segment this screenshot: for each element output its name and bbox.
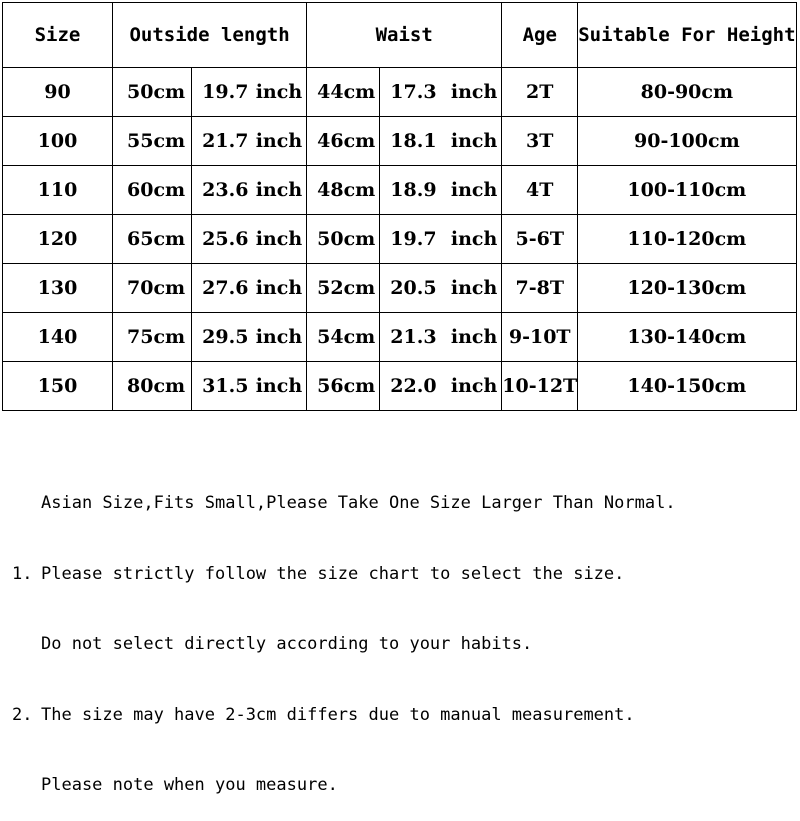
note-number: 1. [12, 563, 33, 584]
length-inch-cell [192, 215, 307, 264]
waist-inch-cell [380, 313, 502, 362]
length-cm-cell [113, 166, 192, 215]
waist-inch-cell [380, 264, 502, 313]
header-size: Size [3, 3, 113, 68]
age-value: 2T [526, 81, 554, 103]
waist-cm-value: 50 [317, 228, 344, 250]
unit-cm: cm [153, 375, 186, 397]
size-value: 120 [37, 228, 78, 250]
age-cell [502, 313, 578, 362]
age-value: 4T [526, 179, 554, 201]
unit-inch: inch [255, 277, 303, 299]
unit-inch: inch [450, 179, 498, 201]
header-height: Suitable For Height [578, 3, 796, 68]
waist-inch-value: 22.0 [390, 375, 437, 397]
length-cm-value: 70 [127, 277, 154, 299]
age-cell [502, 362, 578, 411]
age-value: 3T [526, 130, 554, 152]
age-cell [502, 68, 578, 117]
waist-inch-value: 19.7 [390, 228, 437, 250]
age-value: 10-12T [502, 375, 578, 397]
length-inch-value: 21.7 [202, 130, 249, 152]
length-inch-cell [192, 166, 307, 215]
table-row [3, 117, 797, 166]
height-value: 110-120cm [627, 228, 747, 250]
height-cell [578, 117, 796, 166]
length-cm-cell [113, 117, 192, 166]
length-inch-value: 23.6 [202, 179, 249, 201]
unit-inch: inch [450, 228, 498, 250]
age-value: 7-8T [515, 277, 564, 299]
age-value: 9-10T [508, 326, 571, 348]
unit-cm: cm [343, 228, 376, 250]
note-text-continued: Please note when you measure. [41, 775, 338, 795]
size-cell [3, 68, 113, 117]
size-cell [3, 362, 113, 411]
unit-cm: cm [343, 130, 376, 152]
unit-inch: inch [450, 326, 498, 348]
height-cell [578, 166, 796, 215]
unit-cm: cm [153, 130, 186, 152]
header-row [3, 3, 797, 68]
length-inch-value: 27.6 [202, 277, 249, 299]
note-item-2 [12, 704, 676, 728]
unit-inch: inch [450, 375, 498, 397]
length-cm-cell [113, 362, 192, 411]
length-inch-cell [192, 68, 307, 117]
waist-cm-value: 44 [317, 81, 344, 103]
note-item-1 [12, 563, 676, 587]
size-value: 150 [37, 375, 78, 397]
unit-cm: cm [153, 326, 186, 348]
height-value: 80-90cm [640, 81, 734, 103]
waist-cm-value: 56 [317, 375, 344, 397]
note-text: Please strictly follow the size chart to select the size. [41, 563, 625, 584]
age-cell [502, 215, 578, 264]
unit-inch: inch [255, 228, 303, 250]
table-row [3, 362, 797, 411]
table-row [3, 264, 797, 313]
size-notes [12, 445, 676, 821]
age-value: 5-6T [515, 228, 564, 250]
waist-inch-cell [380, 362, 502, 411]
note-text: The size may have 2-3cm differs due to manual measurement. [41, 704, 635, 725]
size-value: 110 [37, 179, 78, 201]
waist-cm-cell [307, 68, 380, 117]
waist-inch-cell [380, 166, 502, 215]
note-intro: Asian Size,Fits Small,Please Take One Size Larger Than Normal. [41, 493, 676, 513]
waist-inch-value: 18.9 [390, 179, 437, 201]
size-cell [3, 117, 113, 166]
unit-cm: cm [343, 179, 376, 201]
waist-inch-cell [380, 117, 502, 166]
height-cell [578, 68, 796, 117]
note-number: 2. [12, 704, 33, 725]
waist-inch-cell [380, 215, 502, 264]
unit-cm: cm [153, 228, 186, 250]
waist-cm-value: 46 [317, 130, 344, 152]
height-cell [578, 362, 796, 411]
size-cell [3, 166, 113, 215]
length-cm-cell [113, 264, 192, 313]
age-cell [502, 117, 578, 166]
waist-cm-value: 52 [317, 277, 344, 299]
unit-inch: inch [450, 277, 498, 299]
waist-cm-cell [307, 215, 380, 264]
waist-inch-value: 20.5 [390, 277, 437, 299]
length-inch-cell [192, 117, 307, 166]
table-row [3, 166, 797, 215]
height-value: 100-110cm [627, 179, 747, 201]
unit-inch: inch [255, 81, 303, 103]
length-inch-value: 25.6 [202, 228, 249, 250]
length-inch-value: 19.7 [202, 81, 249, 103]
size-value: 90 [44, 81, 71, 103]
waist-cm-cell [307, 117, 380, 166]
height-cell [578, 264, 796, 313]
size-value: 140 [37, 326, 78, 348]
size-cell [3, 313, 113, 362]
length-inch-cell [192, 313, 307, 362]
waist-cm-cell [307, 313, 380, 362]
size-cell [3, 215, 113, 264]
unit-cm: cm [153, 277, 186, 299]
length-cm-value: 75 [127, 326, 154, 348]
height-cell [578, 215, 796, 264]
length-inch-cell [192, 362, 307, 411]
length-cm-value: 65 [127, 228, 154, 250]
unit-inch: inch [255, 179, 303, 201]
header-outside-length: Outside length [113, 3, 307, 68]
unit-inch: inch [450, 130, 498, 152]
length-cm-cell [113, 313, 192, 362]
table-row [3, 68, 797, 117]
waist-cm-value: 54 [317, 326, 344, 348]
waist-cm-cell [307, 166, 380, 215]
age-cell [502, 166, 578, 215]
unit-cm: cm [343, 375, 376, 397]
waist-cm-cell [307, 264, 380, 313]
waist-cm-cell [307, 362, 380, 411]
unit-cm: cm [343, 277, 376, 299]
size-value: 130 [37, 277, 78, 299]
unit-cm: cm [153, 179, 186, 201]
length-inch-cell [192, 264, 307, 313]
waist-inch-value: 21.3 [390, 326, 437, 348]
waist-cm-value: 48 [317, 179, 344, 201]
length-inch-value: 29.5 [202, 326, 249, 348]
height-cell [578, 313, 796, 362]
unit-inch: inch [255, 326, 303, 348]
waist-inch-value: 18.1 [390, 130, 437, 152]
unit-cm: cm [343, 81, 376, 103]
height-value: 120-130cm [627, 277, 747, 299]
size-value: 100 [37, 130, 78, 152]
unit-inch: inch [255, 375, 303, 397]
length-cm-value: 55 [127, 130, 154, 152]
header-waist: Waist [307, 3, 502, 68]
unit-inch: inch [450, 81, 498, 103]
age-cell [502, 264, 578, 313]
height-value: 90-100cm [634, 130, 740, 152]
header-age: Age [502, 3, 578, 68]
length-cm-cell [113, 215, 192, 264]
waist-inch-cell [380, 68, 502, 117]
table-row [3, 313, 797, 362]
height-value: 130-140cm [627, 326, 747, 348]
length-cm-cell [113, 68, 192, 117]
size-chart-table [2, 2, 797, 411]
unit-cm: cm [343, 326, 376, 348]
height-value: 140-150cm [627, 375, 747, 397]
length-cm-value: 50 [127, 81, 154, 103]
length-inch-value: 31.5 [202, 375, 249, 397]
size-cell [3, 264, 113, 313]
waist-inch-value: 17.3 [390, 81, 437, 103]
length-cm-value: 60 [127, 179, 154, 201]
length-cm-value: 80 [127, 375, 154, 397]
unit-inch: inch [255, 130, 303, 152]
note-text-continued: Do not select directly according to your habits. [41, 634, 533, 654]
table-row [3, 215, 797, 264]
unit-cm: cm [153, 81, 186, 103]
